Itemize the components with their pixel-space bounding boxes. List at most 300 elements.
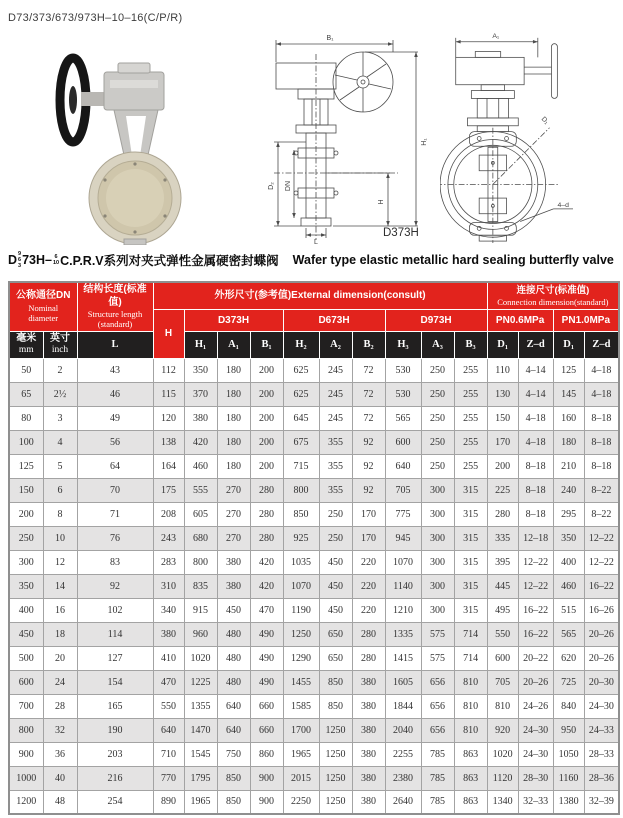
table-cell: 714	[454, 646, 487, 670]
table-cell: 250	[9, 526, 43, 550]
table-cell: 8–18	[518, 454, 553, 478]
table-cell: 300	[421, 598, 454, 622]
table-cell: 112	[153, 358, 184, 382]
table-cell: 250	[421, 358, 454, 382]
table-body	[9, 358, 619, 814]
side-view-svg	[268, 30, 435, 245]
table-cell: 180	[217, 430, 250, 454]
table-cell: 1340	[487, 790, 518, 814]
external-dim-label: 外形尺寸(参考值)External dimension(consult)	[214, 289, 426, 301]
table-cell: 20–30	[584, 670, 619, 694]
table-row	[9, 598, 619, 622]
table-cell: 150	[9, 478, 43, 502]
table-cell: 785	[421, 790, 454, 814]
table-cell: 1844	[385, 694, 421, 718]
spec-table	[8, 281, 618, 815]
table-cell: 565	[553, 622, 584, 646]
table-cell: 480	[217, 646, 250, 670]
table-cell: 4	[43, 430, 77, 454]
table-cell: 1605	[385, 670, 421, 694]
table-cell: 410	[153, 646, 184, 670]
table-cell: 170	[352, 526, 385, 550]
table-cell: 200	[9, 502, 43, 526]
table-cell: 283	[153, 550, 184, 574]
table-cell: 550	[153, 694, 184, 718]
table-cell: 840	[553, 694, 584, 718]
table-cell: 450	[9, 622, 43, 646]
header-inch	[43, 331, 77, 358]
table-cell: 16–22	[518, 598, 553, 622]
table-cell: 2255	[385, 742, 421, 766]
table-cell: 785	[421, 766, 454, 790]
table-cell: 12–22	[518, 550, 553, 574]
header-sub-d1-pn10: D₁	[553, 331, 584, 358]
table-cell: 4–18	[518, 430, 553, 454]
table-cell: 20–26	[584, 646, 619, 670]
table-cell: 102	[77, 598, 153, 622]
mm-en: mm	[18, 345, 34, 356]
table-cell: 70	[77, 478, 153, 502]
table-cell: 714	[454, 622, 487, 646]
table-cell: 1250	[319, 718, 352, 742]
length-en1: Structure length	[87, 309, 143, 320]
table-cell: 355	[319, 430, 352, 454]
table-cell: 72	[352, 358, 385, 382]
length-en2: (standard)	[97, 319, 133, 330]
table-cell: 255	[454, 358, 487, 382]
table-cell: 43	[77, 358, 153, 382]
table-cell: 810	[454, 718, 487, 742]
table-cell: 138	[153, 430, 184, 454]
table-cell: 250	[421, 454, 454, 478]
header-sub-d1-pn06: D₁	[487, 331, 518, 358]
table-cell: 2380	[385, 766, 421, 790]
table-cell: 92	[352, 478, 385, 502]
table-cell: 810	[487, 694, 518, 718]
table-cell: 8–18	[584, 430, 619, 454]
table-cell: 860	[250, 742, 283, 766]
table-cell: 600	[385, 430, 421, 454]
table-cell: 445	[487, 574, 518, 598]
table-cell: 2640	[385, 790, 421, 814]
table-cell: 656	[421, 694, 454, 718]
table-cell: 4–14	[518, 358, 553, 382]
side-view-drawing	[268, 30, 435, 245]
table-cell: 210	[553, 454, 584, 478]
table-cell: 315	[454, 526, 487, 550]
heading-pressure-stack	[53, 254, 59, 266]
table-cell: 1035	[283, 550, 319, 574]
table-cell: 255	[454, 430, 487, 454]
table-cell: 1250	[319, 790, 352, 814]
table-cell: 4–18	[518, 406, 553, 430]
table-cell: 450	[319, 598, 352, 622]
table-cell: 900	[250, 790, 283, 814]
nominal-en2: diameter	[28, 313, 59, 323]
table-cell: 950	[553, 718, 584, 742]
table-cell: 380	[217, 574, 250, 598]
table-cell: 725	[553, 670, 584, 694]
table-cell: 6	[43, 478, 77, 502]
table-cell: 245	[319, 406, 352, 430]
table-cell: 164	[153, 454, 184, 478]
table-cell: 24–30	[584, 694, 619, 718]
table-cell: 12	[43, 550, 77, 574]
table-cell: 2½	[43, 382, 77, 406]
table-cell: 300	[421, 478, 454, 502]
table-cell: 240	[553, 478, 584, 502]
table-cell: 216	[77, 766, 153, 790]
table-cell: 515	[553, 598, 584, 622]
table-cell: 1070	[283, 574, 319, 598]
table-row	[9, 670, 619, 694]
dim-4d-label: 4–d	[557, 201, 569, 209]
table-row	[9, 742, 619, 766]
table-row	[9, 478, 619, 502]
table-cell: 555	[184, 478, 217, 502]
table-row	[9, 358, 619, 382]
table-cell: 315	[454, 478, 487, 502]
table-cell: 115	[153, 382, 184, 406]
header-nominal-diameter	[9, 282, 77, 331]
table-cell: 650	[319, 646, 352, 670]
table-cell: 220	[352, 550, 385, 574]
table-cell: 605	[184, 502, 217, 526]
table-row	[9, 550, 619, 574]
table-cell: 490	[250, 670, 283, 694]
table-cell: 200	[250, 406, 283, 430]
table-row	[9, 526, 619, 550]
table-cell: 24–33	[584, 718, 619, 742]
table-cell: 1070	[385, 550, 421, 574]
table-row	[9, 406, 619, 430]
spec-table-element	[8, 281, 620, 815]
table-cell: 130	[487, 382, 518, 406]
table-cell: 1050	[553, 742, 584, 766]
table-cell: 48	[43, 790, 77, 814]
pressure-stack-top: 6	[54, 254, 58, 261]
table-cell: 1700	[283, 718, 319, 742]
table-cell: 380	[352, 790, 385, 814]
table-cell: 1335	[385, 622, 421, 646]
table-cell: 810	[454, 694, 487, 718]
table-cell: 83	[77, 550, 153, 574]
table-cell: 24–30	[518, 718, 553, 742]
table-cell: 16–22	[584, 574, 619, 598]
table-cell: 495	[487, 598, 518, 622]
header-sub-h1: H₁	[184, 331, 217, 358]
table-cell: 350	[553, 526, 584, 550]
table-cell: 150	[487, 406, 518, 430]
header-connection-dimension	[487, 282, 619, 309]
table-cell: 190	[77, 718, 153, 742]
table-cell: 460	[184, 454, 217, 478]
table-cell: 175	[153, 478, 184, 502]
heading-prefix: D	[8, 253, 18, 268]
table-cell: 575	[421, 622, 454, 646]
table-cell: 16	[43, 598, 77, 622]
table-cell: 300	[9, 550, 43, 574]
valve-photo	[18, 32, 243, 245]
table-cell: 220	[352, 574, 385, 598]
table-cell: 1190	[283, 598, 319, 622]
table-cell: 355	[319, 478, 352, 502]
table-cell: 1140	[385, 574, 421, 598]
table-row	[9, 766, 619, 790]
table-cell: 310	[153, 574, 184, 598]
table-cell: 245	[319, 382, 352, 406]
table-cell: 5	[43, 454, 77, 478]
table-cell: 575	[421, 646, 454, 670]
table-cell: 1020	[184, 646, 217, 670]
header-pn10: PN1.0MPa	[553, 309, 619, 331]
table-cell: 850	[217, 790, 250, 814]
table-cell: 656	[421, 670, 454, 694]
table-cell: 243	[153, 526, 184, 550]
table-cell: 680	[184, 526, 217, 550]
table-cell: 160	[553, 406, 584, 430]
table-cell: 335	[487, 526, 518, 550]
header-sub-b2: B₂	[352, 331, 385, 358]
nominal-cn: 公称通径DN	[16, 290, 71, 302]
table-cell: 660	[250, 718, 283, 742]
table-cell: 295	[553, 502, 584, 526]
table-cell: 200	[250, 430, 283, 454]
table-cell: 863	[454, 742, 487, 766]
table-cell: 480	[217, 670, 250, 694]
table-cell: 255	[454, 454, 487, 478]
table-cell: 20–26	[584, 622, 619, 646]
table-cell: 1470	[184, 718, 217, 742]
table-cell: 380	[153, 622, 184, 646]
table-cell: 600	[9, 670, 43, 694]
table-cell: 208	[153, 502, 184, 526]
table-cell: 255	[454, 406, 487, 430]
table-cell: 40	[43, 766, 77, 790]
table-cell: 750	[217, 742, 250, 766]
table-cell: 8–18	[518, 502, 553, 526]
table-cell: 863	[454, 766, 487, 790]
table-cell: 12–22	[518, 574, 553, 598]
dim-dn-label: DN	[285, 180, 292, 192]
table-cell: 32	[43, 718, 77, 742]
table-cell: 380	[352, 766, 385, 790]
valve-photo-drawing	[18, 32, 243, 245]
table-cell: 1200	[9, 790, 43, 814]
table-cell: 4–14	[518, 382, 553, 406]
table-cell: 1795	[184, 766, 217, 790]
table-cell: 180	[217, 382, 250, 406]
table-cell: 250	[319, 526, 352, 550]
table-cell: 350	[9, 574, 43, 598]
table-cell: 200	[250, 382, 283, 406]
table-cell: 127	[77, 646, 153, 670]
table-cell: 28	[43, 694, 77, 718]
table-cell: 165	[77, 694, 153, 718]
table-cell: 640	[217, 694, 250, 718]
table-cell: 450	[217, 598, 250, 622]
table-cell: 1020	[487, 742, 518, 766]
table-cell: 710	[153, 742, 184, 766]
table-cell: 8–18	[584, 406, 619, 430]
front-view-svg	[440, 30, 620, 245]
table-cell: 850	[319, 670, 352, 694]
table-cell: 36	[43, 742, 77, 766]
table-cell: 220	[352, 598, 385, 622]
table-cell: 250	[421, 430, 454, 454]
table-cell: 315	[454, 598, 487, 622]
header-l: L	[77, 331, 153, 358]
table-cell: 705	[385, 478, 421, 502]
table-cell: 12–22	[584, 526, 619, 550]
table-cell: 1455	[283, 670, 319, 694]
table-cell: 900	[9, 742, 43, 766]
table-cell: 200	[487, 454, 518, 478]
table-cell: 1160	[553, 766, 584, 790]
table-cell: 650	[319, 622, 352, 646]
table-cell: 620	[553, 646, 584, 670]
table-cell: 835	[184, 574, 217, 598]
table-cell: 280	[250, 478, 283, 502]
dim-b1-label: B₁	[326, 35, 334, 42]
table-row	[9, 646, 619, 670]
table-cell: 530	[385, 382, 421, 406]
inch-cn: 英寸	[50, 332, 70, 344]
header-sub-h3: H₃	[385, 331, 421, 358]
table-cell: 480	[217, 622, 250, 646]
table-cell: 945	[385, 526, 421, 550]
table-cell: 10	[43, 526, 77, 550]
table-cell: 400	[9, 598, 43, 622]
table-cell: 170	[487, 430, 518, 454]
table-cell: 625	[283, 358, 319, 382]
table-cell: 80	[9, 406, 43, 430]
table-cell: 280	[487, 502, 518, 526]
table-cell: 925	[283, 526, 319, 550]
table-cell: 600	[487, 646, 518, 670]
table-cell: 1225	[184, 670, 217, 694]
header-d673h: D673H	[283, 309, 385, 331]
table-cell: 1210	[385, 598, 421, 622]
header-h-column: H	[153, 309, 184, 358]
table-cell: 470	[250, 598, 283, 622]
table-cell: 1250	[319, 742, 352, 766]
table-cell: 2250	[283, 790, 319, 814]
table-cell: 550	[487, 622, 518, 646]
table-cell: 4–18	[584, 358, 619, 382]
table-row	[9, 502, 619, 526]
header-sub-b1: B₁	[250, 331, 283, 358]
table-cell: 300	[421, 550, 454, 574]
table-cell: 12–18	[518, 526, 553, 550]
table-cell: 1120	[487, 766, 518, 790]
table-cell: 810	[454, 670, 487, 694]
table-cell: 72	[352, 382, 385, 406]
header-structure-length	[77, 282, 153, 331]
table-cell: 100	[9, 430, 43, 454]
table-row	[9, 790, 619, 814]
table-cell: 20–22	[518, 646, 553, 670]
heading-model-stack	[18, 251, 21, 269]
table-cell: 12–22	[584, 550, 619, 574]
table-cell: 315	[454, 550, 487, 574]
table-cell: 1250	[319, 766, 352, 790]
table-cell: 280	[250, 526, 283, 550]
table-cell: 450	[319, 550, 352, 574]
table-cell: 565	[385, 406, 421, 430]
table-cell: 380	[352, 742, 385, 766]
table-cell: 450	[319, 574, 352, 598]
table-cell: 420	[250, 550, 283, 574]
table-cell: 24	[43, 670, 77, 694]
table-cell: 28–30	[518, 766, 553, 790]
table-cell: 800	[9, 718, 43, 742]
table-cell: 32–33	[518, 790, 553, 814]
table-cell: 254	[77, 790, 153, 814]
table-cell: 770	[153, 766, 184, 790]
table-cell: 120	[153, 406, 184, 430]
connection-cn: 连接尺寸(标准值)	[516, 284, 590, 296]
table-cell: 180	[217, 454, 250, 478]
table-cell: 125	[553, 358, 584, 382]
table-cell: 20	[43, 646, 77, 670]
table-cell: 24–30	[518, 742, 553, 766]
table-cell: 110	[487, 358, 518, 382]
table-cell: 8–22	[584, 478, 619, 502]
table-cell: 500	[9, 646, 43, 670]
heading-title-en: Wafer type elastic metallic hard sealing butterfly valve	[292, 253, 614, 268]
table-cell: 340	[153, 598, 184, 622]
dim-d1-label: D₁	[539, 115, 550, 126]
table-cell: 154	[77, 670, 153, 694]
table-cell: 180	[217, 406, 250, 430]
table-cell: 46	[77, 382, 153, 406]
table-cell: 65	[9, 382, 43, 406]
table-row	[9, 694, 619, 718]
table-cell: 170	[352, 502, 385, 526]
table-cell: 640	[217, 718, 250, 742]
table-cell: 49	[77, 406, 153, 430]
header-external-dimension	[153, 282, 487, 309]
dim-d2-label: D₂	[268, 182, 275, 190]
table-cell: 28–33	[584, 742, 619, 766]
table-cell: 300	[421, 574, 454, 598]
table-cell: 380	[352, 670, 385, 694]
table-cell: 1290	[283, 646, 319, 670]
table-cell: 145	[553, 382, 584, 406]
table-row	[9, 454, 619, 478]
table-cell: 700	[9, 694, 43, 718]
front-view-drawing	[440, 30, 620, 245]
table-cell: 20–26	[518, 670, 553, 694]
table-cell: 850	[319, 694, 352, 718]
table-cell: 355	[319, 454, 352, 478]
table-cell: 645	[283, 406, 319, 430]
table-cell: 420	[184, 430, 217, 454]
table-cell: 200	[250, 358, 283, 382]
table-cell: 250	[421, 382, 454, 406]
table-cell: 1965	[283, 742, 319, 766]
model-stack-bottom: 3	[18, 263, 22, 270]
header-pn06: PN0.6MPa	[487, 309, 553, 331]
table-cell: 380	[352, 718, 385, 742]
table-cell: 72	[352, 406, 385, 430]
table-cell: 3	[43, 406, 77, 430]
table-cell: 370	[184, 382, 217, 406]
table-cell: 255	[454, 382, 487, 406]
table-cell: 400	[553, 550, 584, 574]
table-cell: 850	[217, 766, 250, 790]
